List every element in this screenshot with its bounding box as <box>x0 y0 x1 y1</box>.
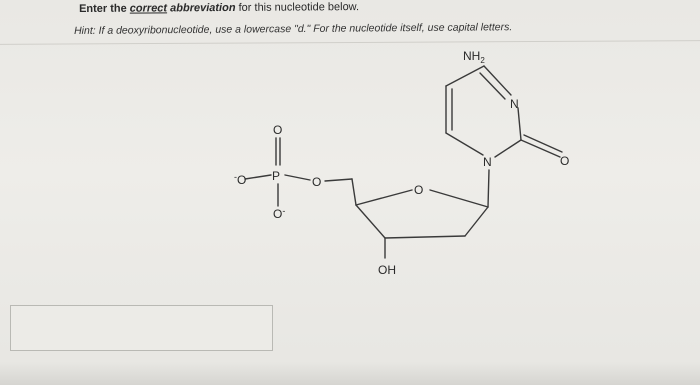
o-left-label: -O <box>234 172 247 187</box>
bond-n3-c2 <box>518 108 521 140</box>
bond-c2-n1 <box>495 140 521 157</box>
p-label: P <box>272 169 281 183</box>
n-ring-top-label: N <box>510 97 519 111</box>
o-carbonyl-label: O <box>560 154 570 168</box>
bond-p-o-bridge <box>285 175 310 180</box>
o-bridge-label: O <box>312 175 322 189</box>
question-prefix: Enter the <box>79 2 130 15</box>
bond-c2-c1 <box>465 207 488 236</box>
o-ring-label: O <box>414 183 424 197</box>
bond-o-c5 <box>325 179 352 181</box>
bond-c4-o-ring <box>356 190 412 205</box>
nh2-label: $NH_2$ <box>463 49 485 65</box>
hint-body: If a deoxyribonucleotide, use a lowercase "d." For the nucleotide itself, use capital letters. <box>95 21 513 37</box>
hint-label: Hint: <box>74 24 96 37</box>
bottom-shadow <box>0 362 700 385</box>
oh-label: OH <box>378 263 396 277</box>
o-double-label: O <box>273 123 283 137</box>
question-suffix: for this nucleotide below. <box>235 1 360 14</box>
bond-c5-c4 <box>352 179 356 205</box>
question-correct: correct <box>129 2 168 15</box>
bond-c4-c3 <box>356 205 385 238</box>
bond-c3-c2 <box>385 236 465 238</box>
bond-n1-c6 <box>446 133 483 155</box>
bond-o-ring-c1 <box>430 190 488 207</box>
bond-c4-n3-double <box>480 73 505 99</box>
answer-input[interactable] <box>10 305 273 351</box>
bond-c1-n <box>488 170 489 207</box>
question-abbreviation: abbreviation <box>170 1 236 15</box>
bond-o-p-left <box>245 175 271 179</box>
o-bottom-label: O- <box>273 206 286 221</box>
n-ring-bottom-label: N <box>483 155 492 169</box>
bond-c5-c4 <box>446 66 484 86</box>
